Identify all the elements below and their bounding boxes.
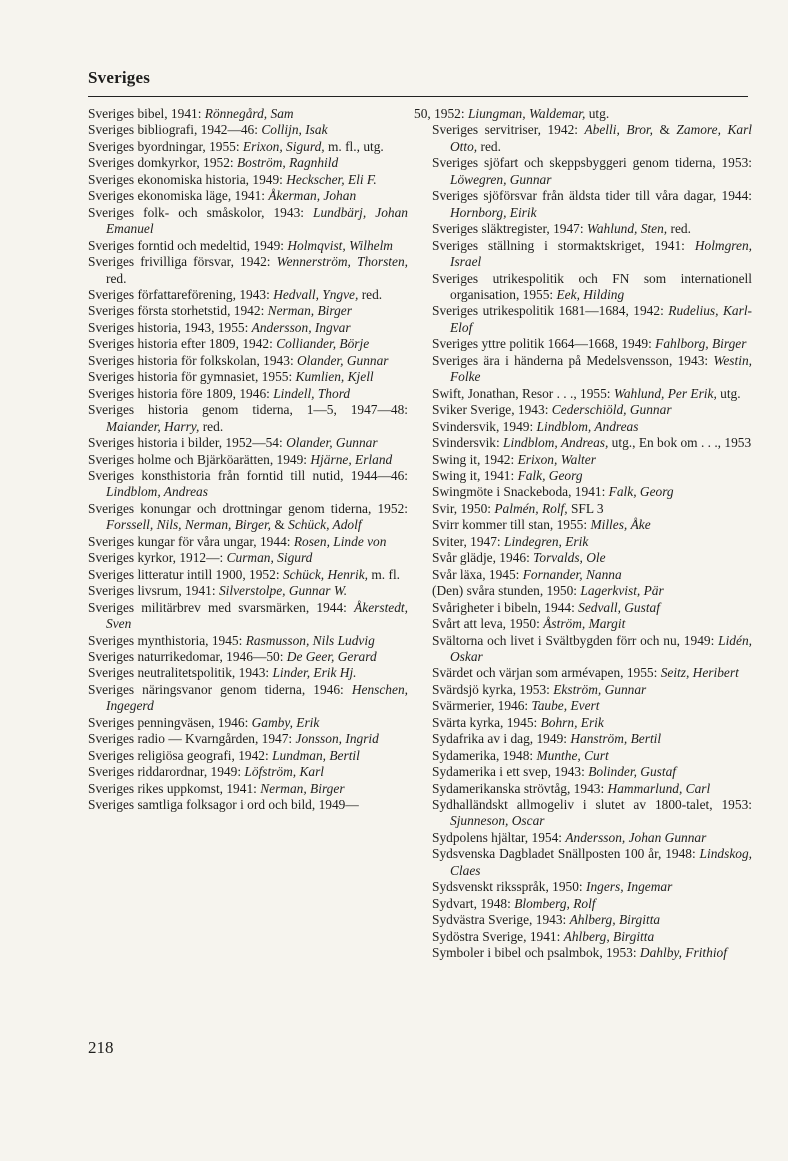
entry-author: Fornander, Nanna (522, 566, 622, 582)
index-entry (432, 534, 752, 550)
entry-author: Colliander, Börje (276, 336, 370, 352)
entry-author: Lagerkvist, Pär (580, 583, 664, 599)
entry-title: Sydpolens hjältar, 1954: (432, 829, 566, 845)
entry-suffix: utg., En bok om . . ., 1953 (608, 435, 752, 451)
entry-suffix: & (271, 517, 289, 533)
entry-title: Sydamerika i ett svep, 1943: (432, 764, 589, 780)
entry-title: (Den) svåra stunden, 1950: (432, 583, 581, 599)
entry-author: Silverstolpe, Gunnar W. (218, 583, 348, 599)
entry-author: Erixon, Sigurd, (242, 138, 325, 154)
entry-author: Falk, Georg (517, 467, 583, 483)
index-entry (432, 748, 752, 764)
index-entry (88, 287, 408, 303)
index-entry (414, 106, 752, 122)
index-entry (432, 122, 752, 155)
index-entry (88, 254, 408, 287)
entry-title: Sveriges konsthistoria från forntid till nutid, 1944—46: (88, 467, 408, 483)
entry-title: Swing it, 1942: (432, 451, 518, 467)
index-entry (432, 501, 752, 517)
entry-title: Sveriges ära i händerna på Medelsvensson, 1943: (432, 352, 714, 368)
index-entry (88, 435, 408, 451)
entry-title: Sveriges näringsvanor genom tiderna, 1946: (88, 681, 352, 697)
entry-title: Svirr kommer till stan, 1955: (432, 517, 591, 533)
entry-author: Åkerman, Johan (268, 188, 357, 204)
entry-title: Symboler i bibel och psalmbok, 1953: (432, 945, 640, 961)
index-entry (88, 715, 408, 731)
entry-author: Nerman, Birger (267, 303, 352, 319)
index-entry (432, 797, 752, 830)
index-entry (88, 320, 408, 336)
entry-suffix: red. (667, 221, 691, 237)
index-entry (432, 846, 752, 879)
index-entry (432, 517, 752, 533)
entry-suffix: m. fl. (368, 566, 401, 582)
entry-author: Westin, Folke (450, 352, 752, 385)
index-entry (432, 583, 752, 599)
entry-author: Schück, Henrik, (282, 566, 369, 582)
index-entry (88, 550, 408, 566)
index-entry (432, 419, 752, 435)
index-column-left (88, 106, 408, 813)
index-entry (88, 600, 408, 633)
entry-author: Åström, Margit (543, 616, 626, 632)
entry-author: Sedvall, Gustaf (578, 599, 660, 615)
entry-author: Hornborg, Eirik (450, 204, 537, 220)
entry-title: Svårt att leva, 1950: (432, 616, 544, 632)
entry-author: Maiander, Harry, (106, 418, 200, 434)
entry-author: Blomberg, Rolf (514, 895, 596, 911)
index-entry (432, 929, 752, 945)
index-entry (432, 633, 752, 666)
entry-title: Sveriges folk- och småskolor, 1943: (88, 204, 314, 220)
entry-title: Sveriges rikes uppkomst, 1941: (88, 780, 261, 796)
index-entry (432, 715, 752, 731)
entry-author: Erixon, Walter (517, 451, 596, 467)
index-entry (88, 106, 408, 122)
index-entry (432, 402, 752, 418)
entry-author: Olander, Gunnar (297, 352, 389, 368)
entry-title: Sveriges historia genom tiderna, 1—5, 1947—48: (88, 402, 408, 418)
index-entry (432, 353, 752, 386)
entry-author: Lindell, Thord (273, 385, 351, 401)
entry-title: 50, 1952: (414, 106, 468, 121)
entry-author: Wahlund, Per Erik, (613, 385, 717, 401)
entry-author: Andersson, Johan Gunnar (565, 829, 707, 845)
entry-title: Sveriges bibliografi, 1942—46: (88, 122, 262, 138)
entry-author: Dahlby, Frithiof (639, 945, 727, 961)
entry-title: Sydöstra Sverige, 1941: (432, 928, 564, 944)
index-entry (432, 435, 752, 451)
entry-author: Kumlien, Kjell (295, 369, 374, 385)
index-entry (432, 386, 752, 402)
index-entry (88, 682, 408, 715)
entry-author: Milles, Åke (590, 517, 651, 533)
entry-author: Olander, Gunnar (286, 435, 378, 451)
index-entry (88, 139, 408, 155)
index-entry (432, 731, 752, 747)
entry-author: Holmgren, Israel (450, 237, 752, 270)
index-entry (88, 797, 408, 813)
index-entry (432, 682, 752, 698)
index-entry (432, 616, 752, 632)
entry-author: Nerman, Birger (260, 780, 345, 796)
index-entry (88, 468, 408, 501)
entry-author: Bohrn, Erik (540, 714, 604, 730)
entry-author: Lidén, Oskar (450, 632, 752, 664)
index-entry (88, 402, 408, 435)
entry-suffix: red. (358, 286, 383, 302)
entry-title: Sveriges historia för folkskolan, 1943: (88, 352, 298, 368)
index-entry (88, 501, 408, 534)
entry-title: Sveriges byordningar, 1955: (88, 138, 243, 154)
index-entry (432, 945, 752, 961)
entry-title: Sveriges riddarordnar, 1949: (88, 764, 245, 780)
entry-title: Sveriges livsrum, 1941: (88, 583, 219, 599)
entry-author: Munthe, Curt (536, 747, 609, 763)
entry-author: Abelli, Bror, (584, 122, 653, 138)
entry-author: Lindegren, Erik (504, 533, 589, 549)
entry-title: Sviter, 1947: (432, 533, 504, 549)
entry-title: Sveriges bibel, 1941: (88, 106, 205, 121)
entry-author: Linder, Erik Hj. (272, 665, 357, 681)
entry-title: Sviker Sverige, 1943: (432, 402, 552, 418)
index-entry (88, 731, 408, 747)
entry-author: Åkerstedt, Sven (106, 599, 408, 632)
index-entry (432, 896, 752, 912)
entry-title: Sveriges historia före 1809, 1946: (88, 385, 274, 401)
entry-title: Svärta kyrka, 1945: (432, 714, 541, 730)
entry-author: Cederschiöld, Gunnar (551, 402, 672, 418)
entry-suffix: red. (477, 138, 501, 154)
entry-title: Sveriges historia i bilder, 1952—54: (88, 435, 287, 451)
index-entry (88, 353, 408, 369)
entry-author: Fahlborg, Birger (655, 336, 747, 352)
entry-title: Sydsvenskt riksspråk, 1950: (432, 879, 586, 895)
index-entry (88, 534, 408, 550)
entry-title: Sydvästra Sverige, 1943: (432, 912, 570, 928)
index-entry (432, 336, 752, 352)
entry-title: Sveriges frivilliga försvar, 1942: (88, 254, 277, 270)
index-entry (432, 155, 752, 188)
entry-author: Zamore, Karl Otto, (450, 122, 752, 154)
entry-title: Sveriges sjöförsvar från äldsta tider till våra dagar, 1944: (432, 188, 752, 204)
index-entry (432, 912, 752, 928)
entry-author: Hjärne, Erland (310, 451, 393, 467)
entry-author: Löfström, Karl (244, 764, 325, 780)
index-entry (88, 649, 408, 665)
entry-title: Sydamerika, 1948: (432, 747, 537, 763)
index-entry (88, 665, 408, 681)
entry-title: Svår läxa, 1945: (432, 566, 523, 582)
index-entry (432, 600, 752, 616)
entry-author: Palmén, Rolf, (494, 500, 568, 516)
entry-title: Sveriges första storhetstid, 1942: (88, 303, 268, 319)
index-entry (432, 271, 752, 304)
index-entry (432, 781, 752, 797)
entry-author: De Geer, Gerard (286, 648, 377, 664)
entry-title: Sydafrika av i dag, 1949: (432, 731, 571, 747)
entry-title: Svårigheter i bibeln, 1944: (432, 599, 579, 615)
entry-title: Sveriges historia, 1943, 1955: (88, 319, 252, 335)
entry-author: Schück, Adolf (288, 517, 362, 533)
page-number: 218 (88, 1038, 114, 1057)
entry-author: Rasmusson, Nils Ludvig (245, 632, 375, 648)
entry-author: Rosen, Linde von (293, 533, 387, 549)
entry-author: Henschen, Ingegerd (106, 681, 408, 714)
entry-author: Liungman, Waldemar, (467, 106, 586, 121)
index-entry (88, 748, 408, 764)
entry-author: Wahlund, Sten, (586, 221, 668, 237)
entry-author: Lindblom, Andreas, (503, 435, 609, 451)
entry-title: Sveriges ekonomiska läge, 1941: (88, 188, 269, 204)
entry-author: Forssell, Nils, Nerman, Birger, (106, 517, 272, 533)
entry-title: Sveriges radio — Kvarngården, 1947: (88, 731, 296, 747)
entry-author: Gamby, Erik (251, 714, 320, 730)
index-entry (432, 879, 752, 895)
index-entry (432, 238, 752, 271)
running-head: Sveriges (88, 68, 151, 87)
index-entry (88, 386, 408, 402)
entry-title: Sveriges ekonomiska historia, 1949: (88, 171, 287, 187)
entry-title: Swingmöte i Snackeboda, 1941: (432, 484, 609, 500)
entry-author: Lundbärj, Johan Emanuel (106, 204, 408, 237)
entry-title: Sveriges kungar för våra ungar, 1944: (88, 533, 294, 549)
index-entry (432, 468, 752, 484)
entry-title: Sveriges neutralitetspolitik, 1943: (88, 665, 273, 681)
entry-author: Holmqvist, Wilhelm (287, 237, 393, 253)
entry-author: Wennerström, Thorsten, (276, 254, 408, 270)
index-entry (88, 303, 408, 319)
entry-title: Sveriges holme och Bjärköarätten, 1949: (88, 451, 311, 467)
entry-author: Lindskog, Claes (450, 846, 752, 878)
entry-title: Sveriges yttre politik 1664—1668, 1949: (432, 336, 656, 352)
index-entry (432, 567, 752, 583)
index-entry (432, 698, 752, 714)
entry-title: Sveriges militärbrev med svarsmärken, 1944: (88, 599, 355, 615)
index-entry (432, 764, 752, 780)
entry-title: Sveriges litteratur intill 1900, 1952: (88, 566, 283, 582)
index-entry (432, 452, 752, 468)
entry-author: Lindblom, Andreas (536, 418, 639, 434)
entry-title: Sveriges religiösa geografi, 1942: (88, 747, 273, 763)
index-entry (88, 155, 408, 171)
entry-author: Bolinder, Gustaf (588, 764, 676, 780)
entry-title: Sydsvenska Dagbladet Snällposten 100 år, 1948: (432, 846, 700, 862)
entry-author: Rudelius, Karl-Elof (450, 303, 752, 335)
entry-title: Sveriges historia för gymnasiet, 1955: (88, 369, 296, 385)
entry-title: Sveriges konungar och drottningar genom tiderna, 1952: (88, 500, 408, 516)
entry-title: Sveriges ställning i stormaktskriget, 1941: (432, 237, 695, 253)
index-entry (88, 205, 408, 238)
entry-author: Lindblom, Andreas (106, 484, 208, 500)
entry-title: Svir, 1950: (432, 500, 495, 516)
entry-suffix: red. (199, 418, 224, 434)
index-entry (88, 781, 408, 797)
index-entry (88, 583, 408, 599)
entry-author: Eek, Hilding (556, 286, 625, 302)
entry-author: Lundman, Bertil (272, 747, 360, 763)
entry-author: Löwegren, Gunnar (450, 171, 552, 187)
index-entry (432, 665, 752, 681)
entry-suffix: utg. (716, 385, 741, 401)
entry-title: Sveriges utrikespolitik och FN som internationell organisation, 1955: (432, 270, 752, 302)
entry-author: Collijn, Isak (261, 122, 328, 138)
entry-title: Svindersvik, 1949: (432, 418, 537, 434)
entry-suffix: & (652, 122, 677, 138)
entry-title: Sveriges släktregister, 1947: (432, 221, 587, 237)
entry-author: Hedvall, Yngve, (273, 286, 359, 302)
entry-title: Svärdet och värjan som armévapen, 1955: (432, 665, 661, 681)
entry-author: Curman, Sigurd (226, 550, 313, 566)
entry-title: Sveriges forntid och medeltid, 1949: (88, 237, 288, 253)
entry-author: Hammarlund, Carl (607, 780, 711, 796)
entry-suffix: m. fl., utg. (324, 138, 384, 154)
index-entry (432, 830, 752, 846)
index-entry (88, 764, 408, 780)
entry-author: Ekström, Gunnar (553, 681, 647, 697)
index-entry (432, 550, 752, 566)
entry-author: Seitz, Heribert (660, 665, 739, 681)
entry-title: Sydamerikanska strövtåg, 1943: (432, 780, 608, 796)
entry-title: Sveriges mynthistoria, 1945: (88, 632, 246, 648)
entry-title: Sveriges samtliga folksagor i ord och bild, 1949— (88, 797, 359, 813)
entry-title: Svindersvik: (432, 435, 504, 451)
entry-author: Taube, Evert (531, 698, 600, 714)
entry-title: Svärmerier, 1946: (432, 698, 532, 714)
entry-author: Heckscher, Eli F. (286, 171, 377, 187)
index-entry (88, 172, 408, 188)
entry-suffix: red. (106, 270, 127, 286)
entry-author: Boström, Ragnhild (236, 155, 339, 171)
entry-author: Ahlberg, Birgitta (569, 912, 661, 928)
entry-title: Svältorna och livet i Svältbygden förr och nu, 1949: (432, 632, 719, 648)
entry-author: Andersson, Ingvar (251, 319, 351, 335)
entry-suffix: utg. (585, 106, 610, 121)
entry-title: Sveriges författareförening, 1943: (88, 286, 274, 302)
index-entry (88, 238, 408, 254)
entry-title: Sveriges naturrikedomar, 1946—50: (88, 648, 287, 664)
index-entry (432, 484, 752, 500)
entry-author: Falk, Georg (608, 484, 674, 500)
entry-title: Swing it, 1941: (432, 467, 518, 483)
entry-title: Sveriges servitriser, 1942: (432, 122, 585, 138)
index-column-right (414, 106, 752, 962)
entry-author: Ahlberg, Birgitta (563, 928, 655, 944)
entry-suffix: SFL 3 (567, 500, 604, 516)
entry-title: Sydhalländskt allmogeliv i slutet av 1800-talet, 1953: (432, 797, 752, 813)
index-entry (432, 221, 752, 237)
index-entry (432, 303, 752, 336)
entry-title: Sveriges penningväsen, 1946: (88, 714, 252, 730)
entry-author: Rönnegård, Sam (204, 106, 294, 121)
index-entry (88, 633, 408, 649)
entry-author: Jonsson, Ingrid (295, 731, 379, 747)
entry-title: Sydvart, 1948: (432, 895, 515, 911)
entry-title: Svår glädje, 1946: (432, 550, 534, 566)
entry-title: Sveriges utrikespolitik 1681—1684, 1942: (432, 303, 669, 319)
entry-title: Sveriges sjöfart och skeppsbyggeri genom tiderna, 1953: (432, 155, 752, 171)
index-entry (88, 452, 408, 468)
index-entry (88, 122, 408, 138)
entry-title: Svärdsjö kyrka, 1953: (432, 681, 554, 697)
index-entry (88, 369, 408, 385)
index-entry (432, 188, 752, 221)
entry-title: Sveriges kyrkor, 1912—: (88, 550, 227, 566)
index-entry (88, 188, 408, 204)
index-entry (88, 567, 408, 583)
header-rule (88, 96, 748, 97)
entry-title: Swift, Jonathan, Resor . . ., 1955: (432, 385, 614, 401)
entry-title: Sveriges historia efter 1809, 1942: (88, 336, 277, 352)
index-entry (88, 336, 408, 352)
entry-author: Hanström, Bertil (570, 731, 662, 747)
entry-title: Sveriges domkyrkor, 1952: (88, 155, 237, 171)
entry-author: Sjunneson, Oscar (450, 813, 545, 829)
entry-author: Torvalds, Ole (533, 550, 606, 566)
entry-author: Ingers, Ingemar (586, 879, 673, 895)
